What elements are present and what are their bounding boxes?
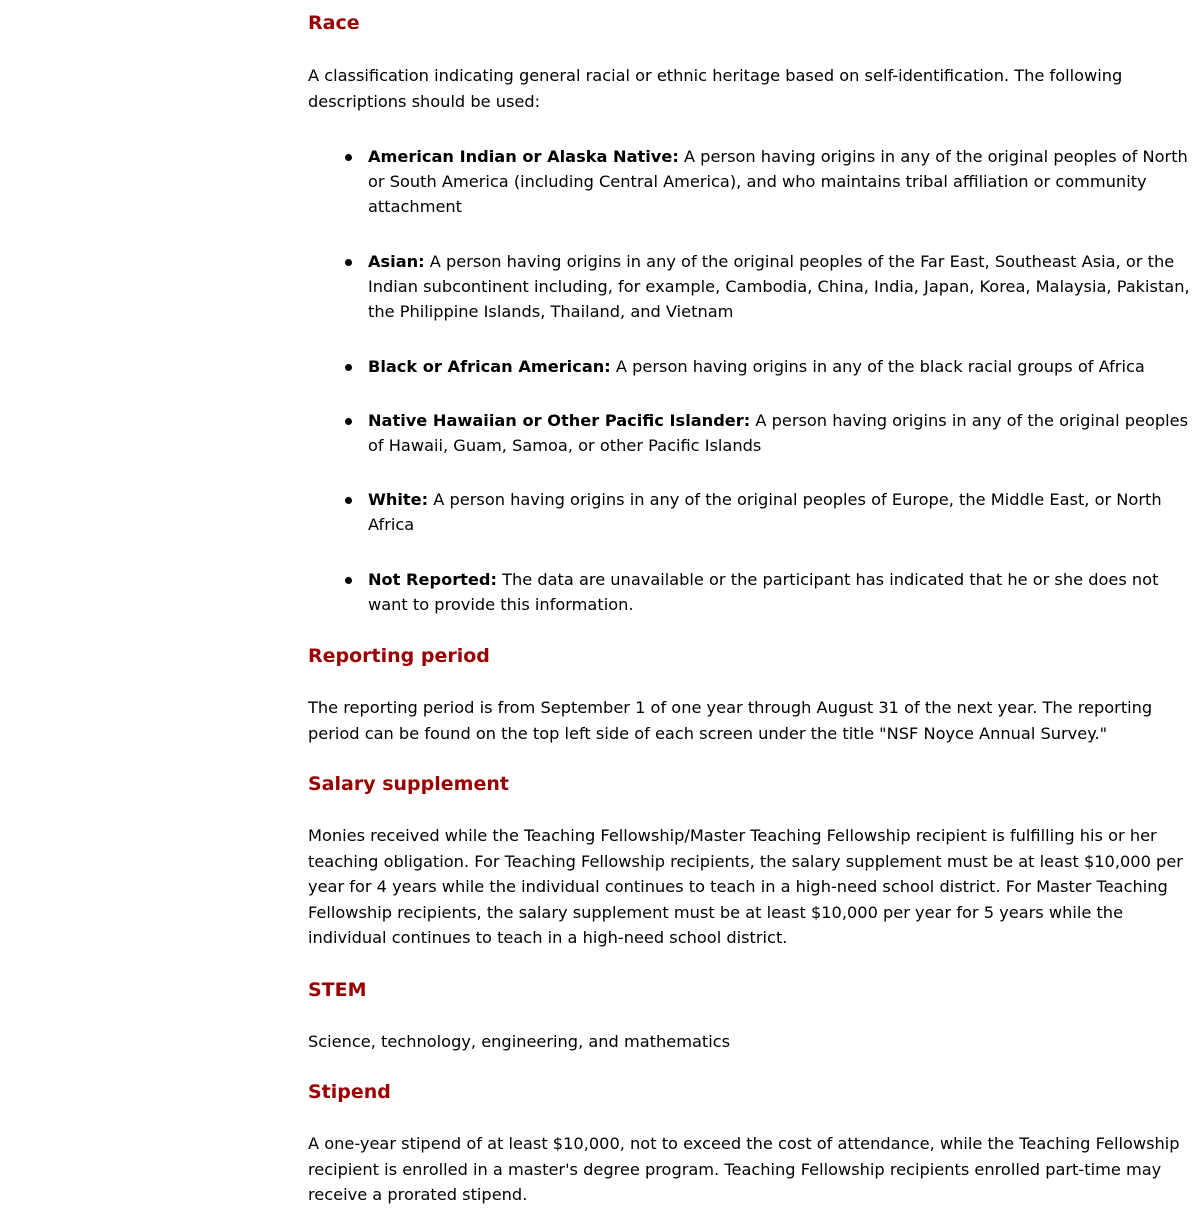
heading-stem: STEM <box>308 978 367 1001</box>
stipend-text: A one-year stipend of at least $10,000, not to exceed the cost of attendance, while the Teaching Fellowship recipient is enrolled in a master's degree program. Teaching Fellowship recipients enrolled part-time may receive a prorated stipend. <box>308 1134 1180 1204</box>
term-description: The data are unavailable or the participant has indicated that he or she does not want to provide this information. <box>368 570 1159 614</box>
list-item <box>308 408 1196 458</box>
race-intro: A classification indicating general racial or ethnic heritage based on self-identification. The following descriptions should be used: <box>308 66 1123 111</box>
list-item <box>308 487 1196 537</box>
list-item <box>308 249 1196 324</box>
heading-race: Race <box>308 12 360 34</box>
list-item <box>308 567 1196 617</box>
bullet-icon <box>345 577 352 584</box>
term-label: White: <box>368 490 429 509</box>
bullet-icon <box>345 497 352 504</box>
list-item <box>308 144 1196 219</box>
salary-supplement-text: Monies received while the Teaching Fellowship/Master Teaching Fellowship recipient is fulfilling his or her teaching obligation. For Teaching Fellowship recipients, the salary supplement must be at least $10,000 per year for 4 years while the individual continues to teach in a high-need school district. For Master Teaching Fellowship recipients, the salary supplement must be at least $10,000 per year for 5 years while the individual continues to teach in a high-need school district. <box>308 826 1183 947</box>
term-label: American Indian or Alaska Native: <box>368 147 679 166</box>
glossary-content <box>308 0 1196 1208</box>
term-label: Not Reported: <box>368 570 497 589</box>
heading-reporting-period: Reporting period <box>308 645 490 667</box>
heading-stipend: Stipend <box>308 1081 391 1103</box>
bullet-icon <box>345 259 352 266</box>
heading-salary-supplement: Salary supplement <box>308 773 509 795</box>
race-category-list <box>308 144 1196 617</box>
bullet-icon <box>345 418 352 425</box>
bullet-icon <box>345 364 352 371</box>
term-description: A person having origins in any of the original peoples of Hawaii, Guam, Samoa, or other Pacific Islands <box>368 411 1189 455</box>
term-description: A person having origins in any of the original peoples of the Far East, Southeast Asia, or the Indian subcontinent including, for example, Cambodia, China, India, Japan, Korea, Malaysia, Pakistan, the Philippine Islands, Thailand, and Vietnam <box>368 252 1190 321</box>
term-label: Asian: <box>368 252 425 271</box>
reporting-period-text: The reporting period is from September 1 of one year through August 31 of the next year. The reporting period can be found on the top left side of each screen under the title "NSF Noyce Annual Survey." <box>308 698 1153 743</box>
bullet-icon <box>345 154 352 161</box>
term-description: A person having origins in any of the black racial groups of Africa <box>610 357 1145 376</box>
term-description: A person having origins in any of the original peoples of North or South America (including Central America), and who maintains tribal affiliation or community attachment <box>368 147 1188 216</box>
term-description: A person having origins in any of the original peoples of Europe, the Middle East, or North Africa <box>368 490 1162 534</box>
list-item <box>308 354 1196 379</box>
term-label: Native Hawaiian or Other Pacific Islander: <box>368 411 751 430</box>
term-label: Black or African American: <box>368 357 611 376</box>
stem-text: Science, technology, engineering, and mathematics <box>308 1031 731 1051</box>
